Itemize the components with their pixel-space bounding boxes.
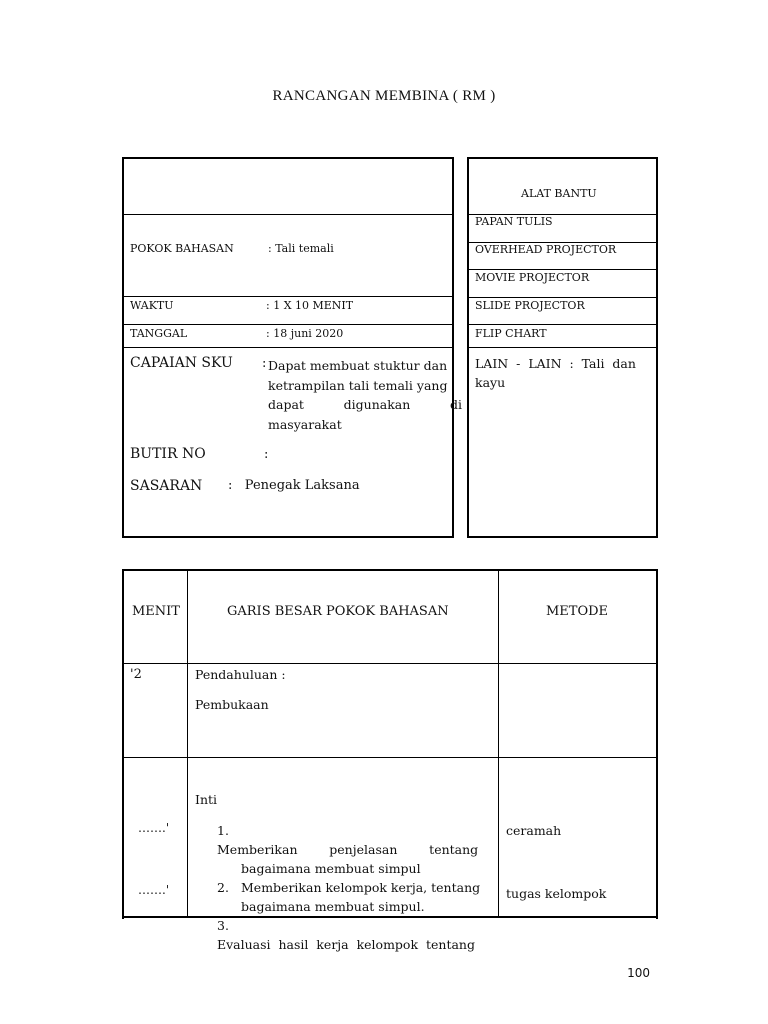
lesson-row-divider: [123, 757, 657, 758]
step-item: [217, 821, 490, 878]
step-item: [217, 878, 490, 916]
pokok-bahasan-value: : Tali temali: [268, 242, 334, 255]
lesson-col-divider: [498, 570, 499, 917]
alat-item: PAPAN TULIS: [475, 215, 553, 228]
step-text: Memberikan kelompok kerja, tentang: [241, 880, 481, 895]
step-number: 2.: [217, 880, 229, 895]
capaian-line: dapat digunakan di: [268, 397, 463, 412]
alat-item: OVERHEAD PROJECTOR: [475, 243, 617, 256]
row2-steps: [217, 821, 490, 954]
capaian-line: ketrampilan tali temali yang: [268, 377, 448, 393]
header-garis: GARIS BESAR POKOK BAHASAN: [227, 604, 449, 619]
info-divider: [123, 324, 453, 325]
step-number: 1.: [217, 823, 229, 838]
row2-metode: tugas kelompok: [506, 886, 607, 901]
page-number: 100: [627, 966, 650, 980]
lesson-col-divider: [187, 570, 188, 917]
sasaran-value: : Penegak Laksana: [228, 478, 360, 493]
pokok-bahasan-label: POKOK BAHASAN: [130, 242, 234, 255]
sasaran-label: SASARAN: [130, 478, 203, 494]
lesson-row-divider: [123, 663, 657, 664]
header-menit: MENIT: [132, 604, 180, 619]
step-number: 3.: [217, 918, 229, 933]
alat-item: FLIP CHART: [475, 327, 547, 340]
butir-no-label: BUTIR NO: [130, 446, 206, 462]
alat-lain-line: LAIN - LAIN : Tali dan: [475, 356, 636, 371]
info-divider: [123, 347, 453, 348]
alat-divider: [468, 297, 657, 298]
row2-menit: …….': [138, 821, 170, 835]
waktu-label: WAKTU: [130, 299, 174, 312]
alat-item: SLIDE PROJECTOR: [475, 299, 585, 312]
row1-heading: Pendahuluan :: [195, 667, 286, 682]
row2-menit: …….': [138, 883, 170, 897]
butir-no-value: :: [264, 447, 269, 462]
header-metode: METODE: [546, 604, 609, 619]
alat-divider: [468, 324, 657, 325]
alat-divider: [468, 269, 657, 270]
info-divider: [123, 296, 453, 297]
alat-bantu-header: ALAT BANTU: [521, 187, 597, 200]
waktu-value: : 1 X 10 MENIT: [266, 299, 354, 312]
step-text: Memberikan penjelasan tentang: [217, 842, 479, 857]
alat-item: MOVIE PROJECTOR: [475, 271, 590, 284]
row1-menit: '2: [130, 667, 142, 682]
step-text: bagaimana membuat simpul: [241, 861, 421, 876]
row2-heading: Inti: [195, 792, 218, 807]
row2-metode: ceramah: [506, 823, 562, 838]
info-divider: [123, 214, 453, 215]
step-item: [217, 916, 490, 954]
capaian-line: Dapat membuat stuktur dan: [268, 358, 448, 373]
alat-divider: [468, 347, 657, 348]
tanggal-value: : 18 juni 2020: [266, 327, 344, 340]
page-title: RANCANGAN MEMBINA ( RM ): [272, 88, 496, 104]
row1-sub: Pembukaan: [195, 697, 269, 712]
step-text: Evaluasi hasil kerja kelompok tentang: [217, 937, 475, 952]
alat-lain-line: kayu: [475, 375, 506, 390]
capaian-sku-value: [268, 356, 463, 434]
step-text: bagaimana membuat simpul.: [241, 899, 425, 914]
capaian-line: masyarakat: [268, 416, 342, 432]
capaian-sku-label: CAPAIAN SKU: [130, 355, 233, 371]
tanggal-label: TANGGAL: [130, 327, 188, 340]
capaian-sku-colon: :: [262, 356, 267, 371]
